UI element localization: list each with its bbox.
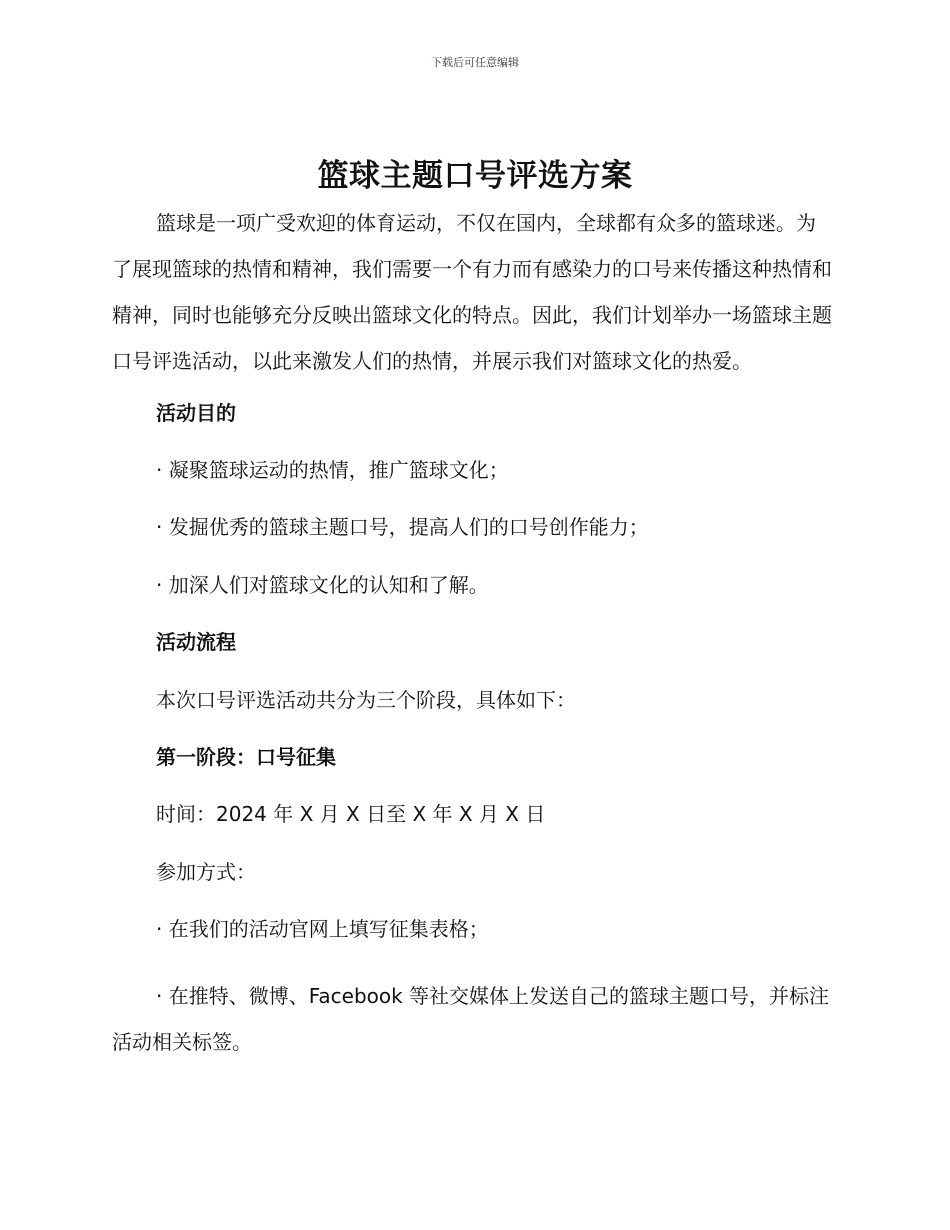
stage1-method-label: 参加方式：: [156, 859, 256, 884]
purpose-item: · 凝聚篮球运动的热情，推广篮球文化；: [156, 458, 509, 483]
process-heading: 活动流程: [156, 630, 236, 655]
document-body: [112, 200, 834, 1065]
purpose-heading: 活动目的: [156, 400, 236, 425]
document-title: 篮球主题口号评选方案: [317, 158, 633, 194]
stage1-heading: 第一阶段：口号征集: [156, 745, 336, 770]
stage1-method-item: · 在推特、微博、Facebook 等社交媒体上发送自己的篮球主题口号，并标注活动相关标签。: [112, 983, 830, 1054]
stage1-time: 时间：2024 年 X 月 X 日至 X 年 X 月 X 日: [156, 802, 546, 827]
purpose-item: · 加深人们对篮球文化的认知和了解。: [156, 572, 489, 597]
header-note: 下载后可任意编辑: [431, 56, 519, 69]
stage1-method-item: · 在我们的活动官网上填写征集表格；: [156, 917, 489, 942]
purpose-item: · 发掘优秀的篮球主题口号，提高人们的口号创作能力；: [156, 515, 649, 540]
process-intro: 本次口号评选活动共分为三个阶段，具体如下：: [156, 687, 576, 712]
intro-paragraph: 篮球是一项广受欢迎的体育运动，不仅在国内，全球都有众多的篮球迷。为了展现篮球的热情和精神，我们需要一个有力而有感染力的口号来传播这种热情和精神，同时也能够充分反映出篮球文化的特点。因此，我们计划举办一场篮球主题口号评选活动，以此来激发人们的热情，并展示我们对篮球文化的热爱。: [112, 211, 832, 373]
